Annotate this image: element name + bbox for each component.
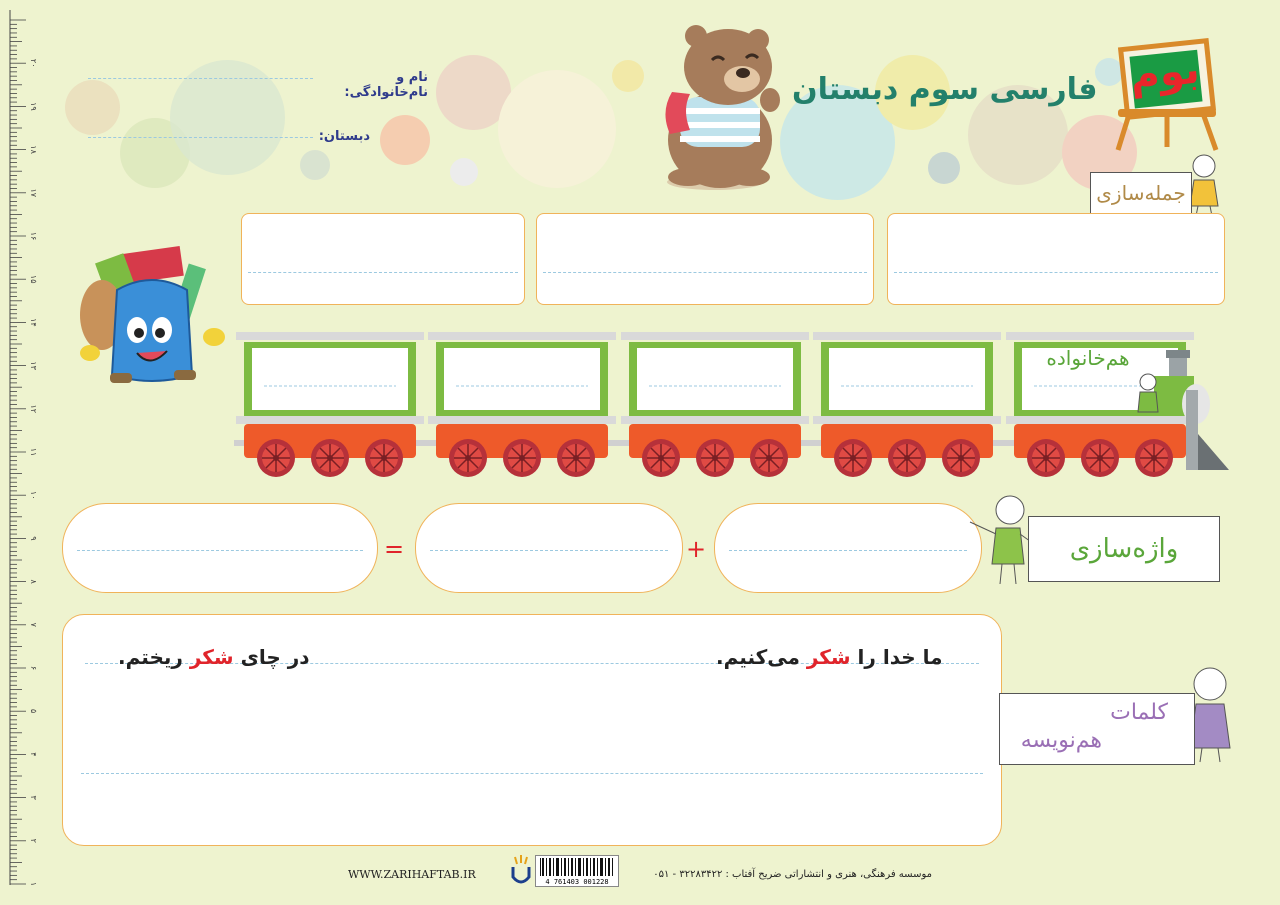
ruler-label: ۱۳ <box>29 361 38 370</box>
ruler-label: ۱۸ <box>29 145 38 154</box>
school-label: دبستان: <box>318 129 370 144</box>
ruler-label: ۱۴ <box>29 318 38 327</box>
ruler-label: ۱ <box>29 881 38 887</box>
name-field[interactable] <box>88 78 313 79</box>
plus-sign: + <box>686 535 707 563</box>
backpack-illustration <box>62 245 232 390</box>
ruler-label: ۱۲ <box>29 404 38 414</box>
word-part-1-pill[interactable] <box>714 503 982 593</box>
website-link[interactable]: WWW.ZARIHAFTAB.IR <box>348 868 476 881</box>
word-part-2-pill[interactable] <box>415 503 683 593</box>
sentence-card-3[interactable] <box>241 213 525 305</box>
bear-illustration <box>650 22 790 192</box>
ruler-label: ۵ <box>29 709 38 714</box>
barcode: 4 761403 001228 <box>535 855 619 887</box>
sentence-making-label: جمله‌سازی <box>1090 172 1192 214</box>
page-title: فارسی سوم دبستان <box>792 72 1098 107</box>
ruler-label: ۴ <box>29 752 38 757</box>
result-word-pill[interactable] <box>62 503 378 593</box>
ruler-label: ۲۰ <box>29 58 39 68</box>
ruler-label: ۱۵ <box>29 274 38 284</box>
ruler-label: ۲ <box>29 838 38 843</box>
ruler-label: ۹ <box>29 536 38 541</box>
ruler-label: ۱۷ <box>29 188 38 198</box>
ruler <box>0 0 40 905</box>
ruler-label: ۷ <box>29 622 38 627</box>
stick-figure-small-icon <box>1130 372 1164 416</box>
name-label: نام و نام‌خانوادگی: <box>344 70 428 100</box>
publisher-info: موسسه فرهنگی، هنری و انتشاراتی ضریح آفتاب : ۳۲۲۸۳۴۲۲ - ۰۵۱ <box>653 869 932 880</box>
sentence-1: ما خدا را شکر می‌کنیم. <box>716 645 943 669</box>
word-family-box[interactable] <box>444 348 600 410</box>
ruler-label: ۱۶ <box>29 231 38 241</box>
word-family-label: هم‌خانواده <box>1046 346 1130 370</box>
ruler-label: ۱۹ <box>29 102 38 111</box>
ruler-label: ۱۰ <box>29 490 38 500</box>
equals-sign: = <box>384 535 405 563</box>
word-family-box[interactable] <box>829 348 985 410</box>
ruler-label: ۳ <box>29 795 38 800</box>
logo-text: بوم <box>1127 46 1202 100</box>
word-family-box[interactable] <box>252 348 408 410</box>
homograph-label: کلمات هم‌نویسه <box>999 693 1195 765</box>
sentence-card-2[interactable] <box>536 213 874 305</box>
ruler-label: ۸ <box>29 579 38 584</box>
word-family-box[interactable] <box>637 348 793 410</box>
word-making-label: واژه‌سازی <box>1028 516 1220 582</box>
ruler-label: ۱۱ <box>29 447 38 457</box>
school-field[interactable] <box>88 137 313 138</box>
ruler-label: ۶ <box>29 665 38 671</box>
publisher-logo-icon <box>510 853 532 887</box>
sentence-2: در چای شکر ریختم. <box>118 645 310 669</box>
sentence-card-1[interactable] <box>887 213 1225 305</box>
